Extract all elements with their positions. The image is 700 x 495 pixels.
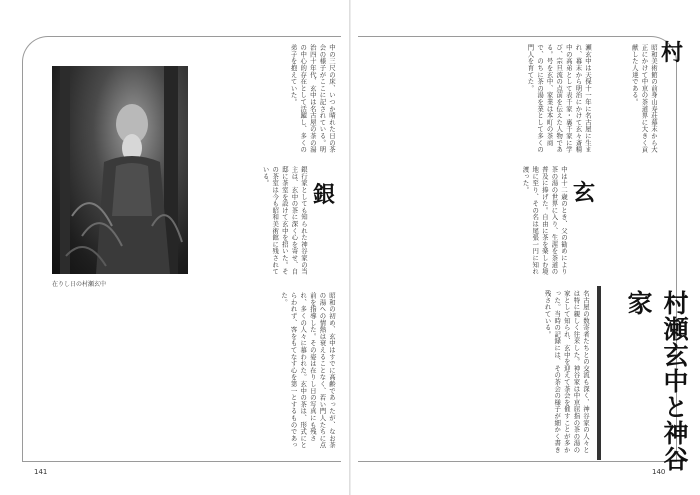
- photo-caption: 在りし日の村瀬玄中: [52, 281, 107, 288]
- right-col-lower: 名古屋の数寄者たちとの交流も深く、神谷家の人々とは特に親しく往来した。神谷家は中京屈指の茶の湯の家として知られ、玄中を迎えて茶会を催すことが多かった。当時の記録には、その茶会の様子が細かく書き残されている。: [543, 290, 590, 454]
- article-title: 村瀬玄中と神谷家: [624, 290, 689, 472]
- book-gutter: [349, 0, 351, 495]
- portrait-photo: [52, 66, 188, 274]
- right-col-mura: 瀬玄中は天保十一年に名古屋に生まれ、幕末から明治にかけて玄々斎精中の高弟として表千家・裏千家に学び、宗旦流の点前を伝えた人物である。号を玄中、家業は本町の茶商で、のちに茶の湯を業として多くの門人を育てた。: [526, 44, 592, 153]
- intro-text: 昭和美術館の前身山寿荘幕末から大正にかけて中京の茶道界に大きく貢献した人達である。: [630, 44, 658, 153]
- page-number-right: 140: [652, 468, 666, 476]
- page-number-left: 141: [34, 468, 48, 476]
- initial-gin: 銀: [313, 182, 336, 208]
- portrait-illustration: [52, 66, 188, 274]
- initial-mura: 村: [661, 40, 684, 66]
- left-col-top: 中の三尺の床、いつか晴れた日の茶会の様子がここに記されている。明治四十年代、玄中は名古屋の茶の湯の中心的存在として活躍し、多くの弟子を抱えていた。: [289, 44, 336, 153]
- left-col-gin: 銀行家としても知られた神谷家の当主は、玄中の茶に深く心を寄せ、自邸に茶室を設けて玄中を招いた。その茶室は今も昭和美術館に残されている。: [261, 166, 308, 275]
- right-col-gen: 中は十二歳のとき、父の勧めにより茶の湯の世界に入り、生涯を茶道の普及に捧げた。自由に茶を楽しむ境地に至り、その名は尾張一円に知れ渡った。: [521, 166, 568, 275]
- initial-gen: 玄: [573, 180, 596, 206]
- left-col-lower: 昭和の初め、玄中はすでに高齢であったが、なお茶の湯への情熱は衰えることなく、若い門人たちに点前を指導した。その姿は在りし日の写真にも残され、多くの人々に慕われた。玄中の茶は、形式にとらわれず、客をもてなす心を第一とするものであった。: [280, 292, 336, 449]
